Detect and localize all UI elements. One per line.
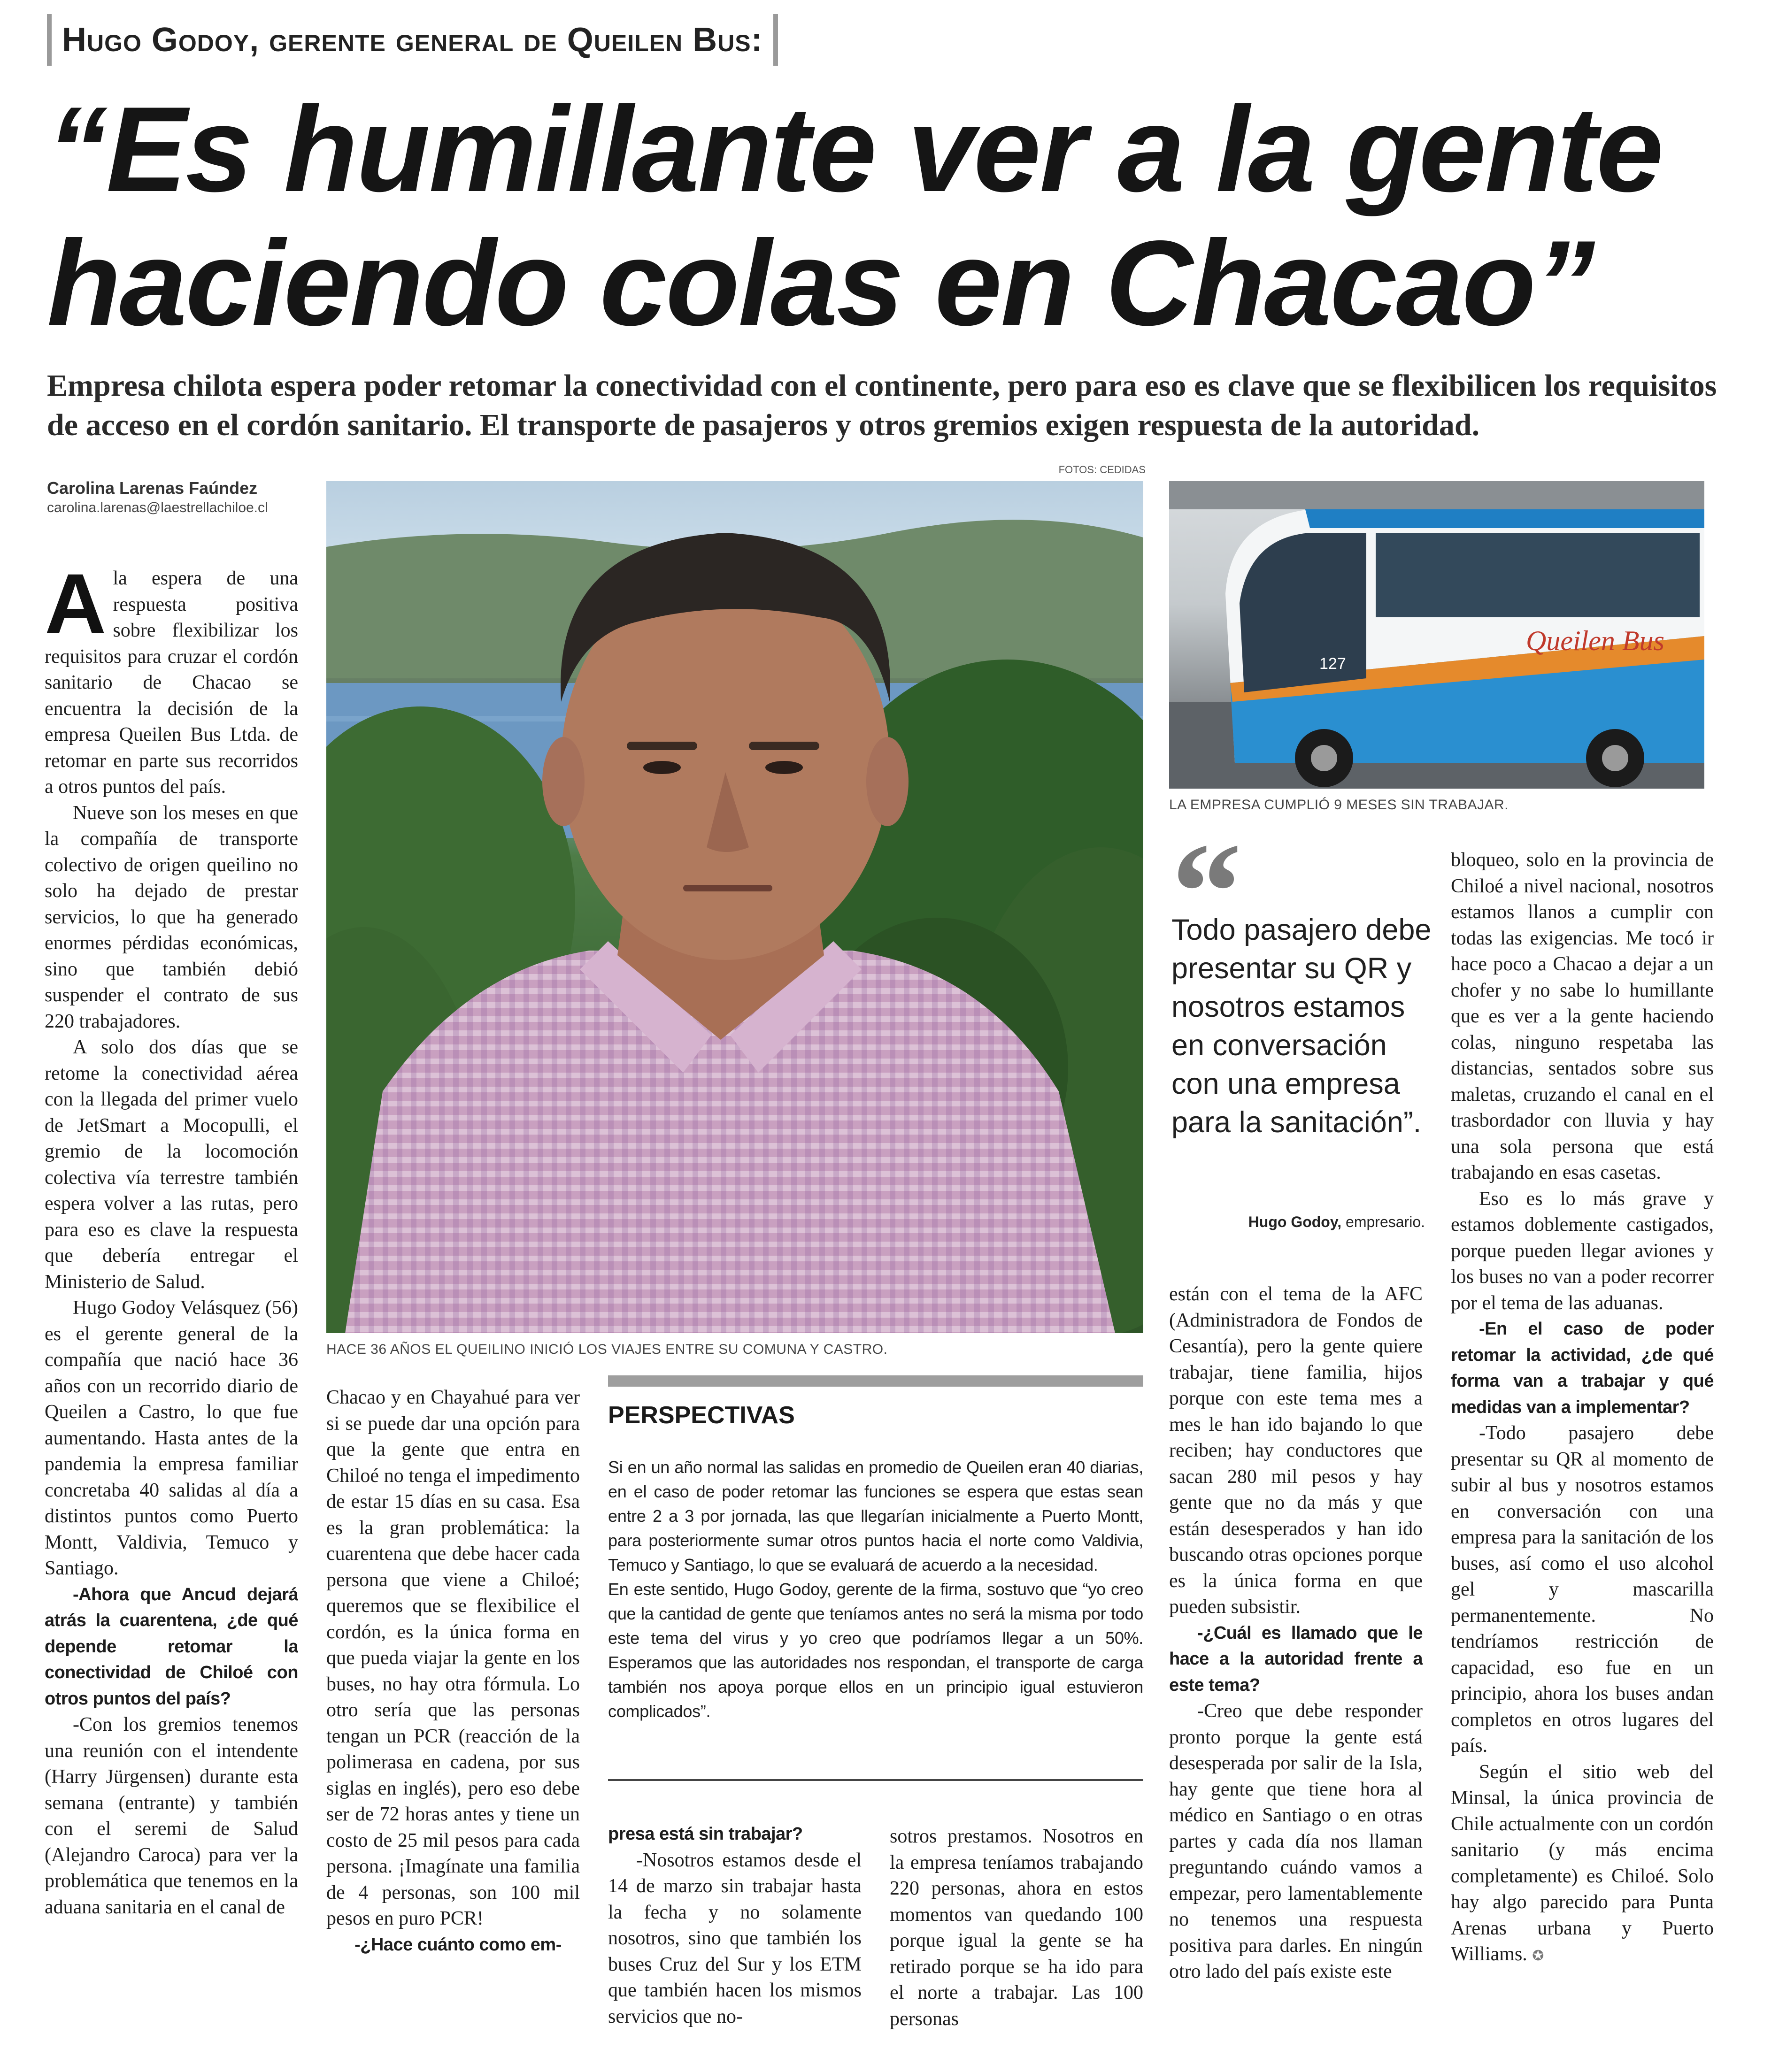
box-bottom-rule [608,1779,1143,1781]
pullquote: Todo pasajero debe presentar su QR y nosotros estamos en conversación con una empresa para la sanitación”. [1171,913,1432,1139]
interview-question: -¿Hace cuánto como em- [354,1934,562,1955]
paragraph: están con el tema de la AFC (Administradora de Fondos de Cesantía), pero la gente quiere trabajar, tiene familia, hijos porque con este tema mes a mes le han ido bajando lo que reciben; hay conductores que sacan 280 mil pesos y hay gente que no da más y que están desesperados y han ido buscando otras opciones porque es la única forma en que pueden subsistir. [1169,1283,1423,1618]
article-column-4 [890,1824,1143,2044]
article-column-3 [608,1821,862,2042]
paragraph: A solo dos días que se retome la conectividad aérea con la llegada del primer vuelo de JetSmart a Mocopulli, el gremio de la locomoción colectiva vía terrestre también espera volver a las rutas, pero para eso es clave la respuesta que debería entregar el Ministerio de Salud. [45,1036,298,1293]
quote-mark-icon: “ [1171,814,1242,970]
paragraph: Hugo Godoy Velásquez (56) es el gerente general de la compañía que nació hace 36 años con un recorrido diario de Queilen a Castro, lo que fue aumentando. Hasta antes de la pandemia la empresa familiar concretaba 40 salidas al día a distintos puntos como Puerto Montt, Valdivia, Temuco y Santiago. [45,1297,298,1579]
main-photo [326,481,1143,1333]
paragraph-final [1451,1759,1714,1969]
paragraph: Chacao y en Chayahué para ver si se puede dar una opción para que la gente que entra en Chiloé no tenga el impedimento de estar 15 días en su casa. Esa es la gran problemática: la cuarentena que debe hacer cada persona que viene a Chiloé; queremos que se flexibilice el cordón, es la única forma en que pueda viajar la gente en los buses, no hay otra fórmula. Lo otro sería que las personas tengan un PCR (reacción de la polimerasa en cadena, por sus siglas en inglés), pero eso debe ser de 72 horas antes y tiene un costo de 25 mil pesos para cada persona. ¡Imagínate una familia de 4 personas, son 100 mil pesos en puro PCR! [326,1387,580,1929]
end-mark-icon: ✪ [1532,1948,1544,1964]
paragraph: -Creo que debe responder pronto porque la gente está desesperada por salir de la Isla, hay gente que tiene hora al médico en Santiago o en otras partes y cada día nos llaman preguntando cuándo vamos a empezar, pero lamentablemente no tenemos una respuesta positiva para darles. En ningún otro lado del país existe este [1169,1700,1423,1982]
box-paragraph: En este sentido, Hugo Godoy, gerente de la firma, sostuvo que “yo creo que la cantidad de gente que teníamos antes no será la misma por todo este tema del virus y yo creo que podríamos llegar a un 50%. Esperamos que las autoridades nos respondan, el transporte de carga también nos apoya porque ellos en un principio igual estuvieron complicados”. [608,1580,1143,1721]
interview-question: -Ahora que Ancud dejará atrás la cuarentena, ¿de qué depende retomar la conectividad de Chiloé con otros puntos del país? [45,1584,298,1709]
paragraph: Nueve son los meses en que la compañía de transporte colectivo de origen queilino no solo ha dejado de prestar servicios, lo que ha generado enormes pérdidas económicas, sino que también debió suspender el contrato de sus 220 trabajadores. [45,802,298,1032]
box-top-bar [608,1375,1143,1387]
perspectives-box [608,1375,1143,1798]
paragraph-lead [45,566,298,800]
paragraph: -Nosotros estamos desde el 14 de marzo sin trabajar hasta la fecha y no solamente nosotros, sino que también los buses Cruz del Sur y los ETM que también hacen los mismos servicios que no- [608,1849,862,2027]
paragraph-text: Según el sitio web del Minsal, la única provincia de Chile actualmente con un cordón sanitario (y más encima completamente) es Chiloé. Solo hay algo parecido para Punta Arenas urbana y Puerto Williams. [1451,1761,1714,1965]
pullquote-attribution [1171,1213,1425,1231]
deck: Empresa chilota espera poder retomar la conectividad con el continente, pero para eso es clave que se flexibilicen los requisitos de acceso en el cordón sanitario. El transporte de pasajeros y otros gremios exigen respuesta de la autoridad. [47,368,1717,442]
bus-photo-caption: LA EMPRESA CUMPLIÓ 9 MESES SIN TRABAJAR. [1169,797,1509,813]
paragraph: Eso es lo más grave y estamos doblemente castigados, porque pueden llegar aviones y los buses no van a poder recorrer por el tema de las aduanas. [1451,1188,1714,1314]
pullquote-role: empresario. [1346,1213,1425,1230]
paragraph: -Con los gremios tenemos una reunión con el intendente (Harry Jürgensen) durante esta semana (entrante) y también con el seremi de Salud (Alejandro Caroca) para ver la problemática que tenemos en la aduana sanitaria en el canal de [45,1714,298,1918]
dropcap: A [45,566,107,652]
byline [47,478,310,517]
article-column-6 [1451,847,1714,2042]
interview-question: presa está sin trabajar? [608,1824,803,1844]
paragraph: bloqueo, solo en la provincia de Chiloé a nivel nacional, nosotros estamos llanos a cumplir con todas las exigencias. Me tocó ir hace poco a Chacao a dejar a un chofer y no sabe lo humillante que es ver a la gente haciendo colas, ninguno respetaba las distancias, sentados sobre sus maletas, cruzando el canal en el trasbordador con lluvia y hay una sola persona que está trabajando en esas casetas. [1451,849,1714,1183]
box-paragraph: Si en un año normal las salidas en promedio de Queilen eran 40 diarias, en el caso de poder retomar las funciones se espera que estas sean entre 2 a 3 por jornada, las que llegarían inicialmente a Puerto Montt, para posteriormente sumar otros puntos hacia el norte como Valdivia, Temuco y Santiago, lo que se evaluará de acuerdo a la necesidad. [608,1458,1143,1574]
paragraph: -Todo pasajero debe presentar su QR al momento de subir al bus y nosotros estamos en conversación con una empresa para la sanitación de los buses, así como el uso alcohol gel y mascarilla permanentemente. No tendríamos restricción de capacidad, eso fue en un principio, ahora los buses andan completos en otros lugares del país. [1451,1422,1714,1757]
pullquote-name: Hugo Godoy, [1248,1213,1342,1230]
author-name: Carolina Larenas Faúndez [47,478,258,498]
article-column-1 [45,566,298,2040]
headline: “Es humillante ver a la gente haciendo colas en Chacao” [47,81,1663,351]
bus-illustration [1169,481,1704,789]
box-text [608,1455,1143,1724]
article-column-5 [1169,1282,1423,2042]
box-title: PERSPECTIVAS [608,1402,795,1429]
bus-number: 127 [1319,655,1346,673]
paragraph: sotros prestamos. Nosotros en la empresa teníamos trabajando 220 personas, ahora en estos momentos van quedando 100 porque igual la gente se ha retirado porque se ha ido para el norte a trabajar. Las 100 personas [890,1826,1143,2030]
kicker: Hugo Godoy, gerente general de Queilen Bus: [47,14,778,66]
paragraph-text: la espera de una respuesta positiva sobre flexibilizar los requisitos para cruzar el cordón sanitario de Chacao se encuentra la decisión de la empresa Queilen Bus Ltda. de retomar en parte sus recorridos a otros puntos del país. [45,568,298,798]
photo-credit: FOTOS: CEDIDAS [1058,464,1146,476]
main-photo-caption: HACE 36 AÑOS EL QUEILINO INICIÓ LOS VIAJES ENTRE SU COMUNA Y CASTRO. [326,1342,888,1357]
interview-question: -En el caso de poder retomar la actividad, ¿de qué forma van a trabajar y qué medidas van a implementar? [1451,1319,1714,1417]
portrait-illustration [326,481,1143,1333]
author-email[interactable]: carolina.larenas@laestrellachiloe.cl [47,500,268,515]
interview-question: -¿Cuál es llamado que le hace a la autoridad frente a este tema? [1169,1623,1423,1695]
article-column-2 [326,1385,580,2042]
bus-photo [1169,481,1704,789]
bus-brand: Queilen Bus [1526,625,1664,656]
